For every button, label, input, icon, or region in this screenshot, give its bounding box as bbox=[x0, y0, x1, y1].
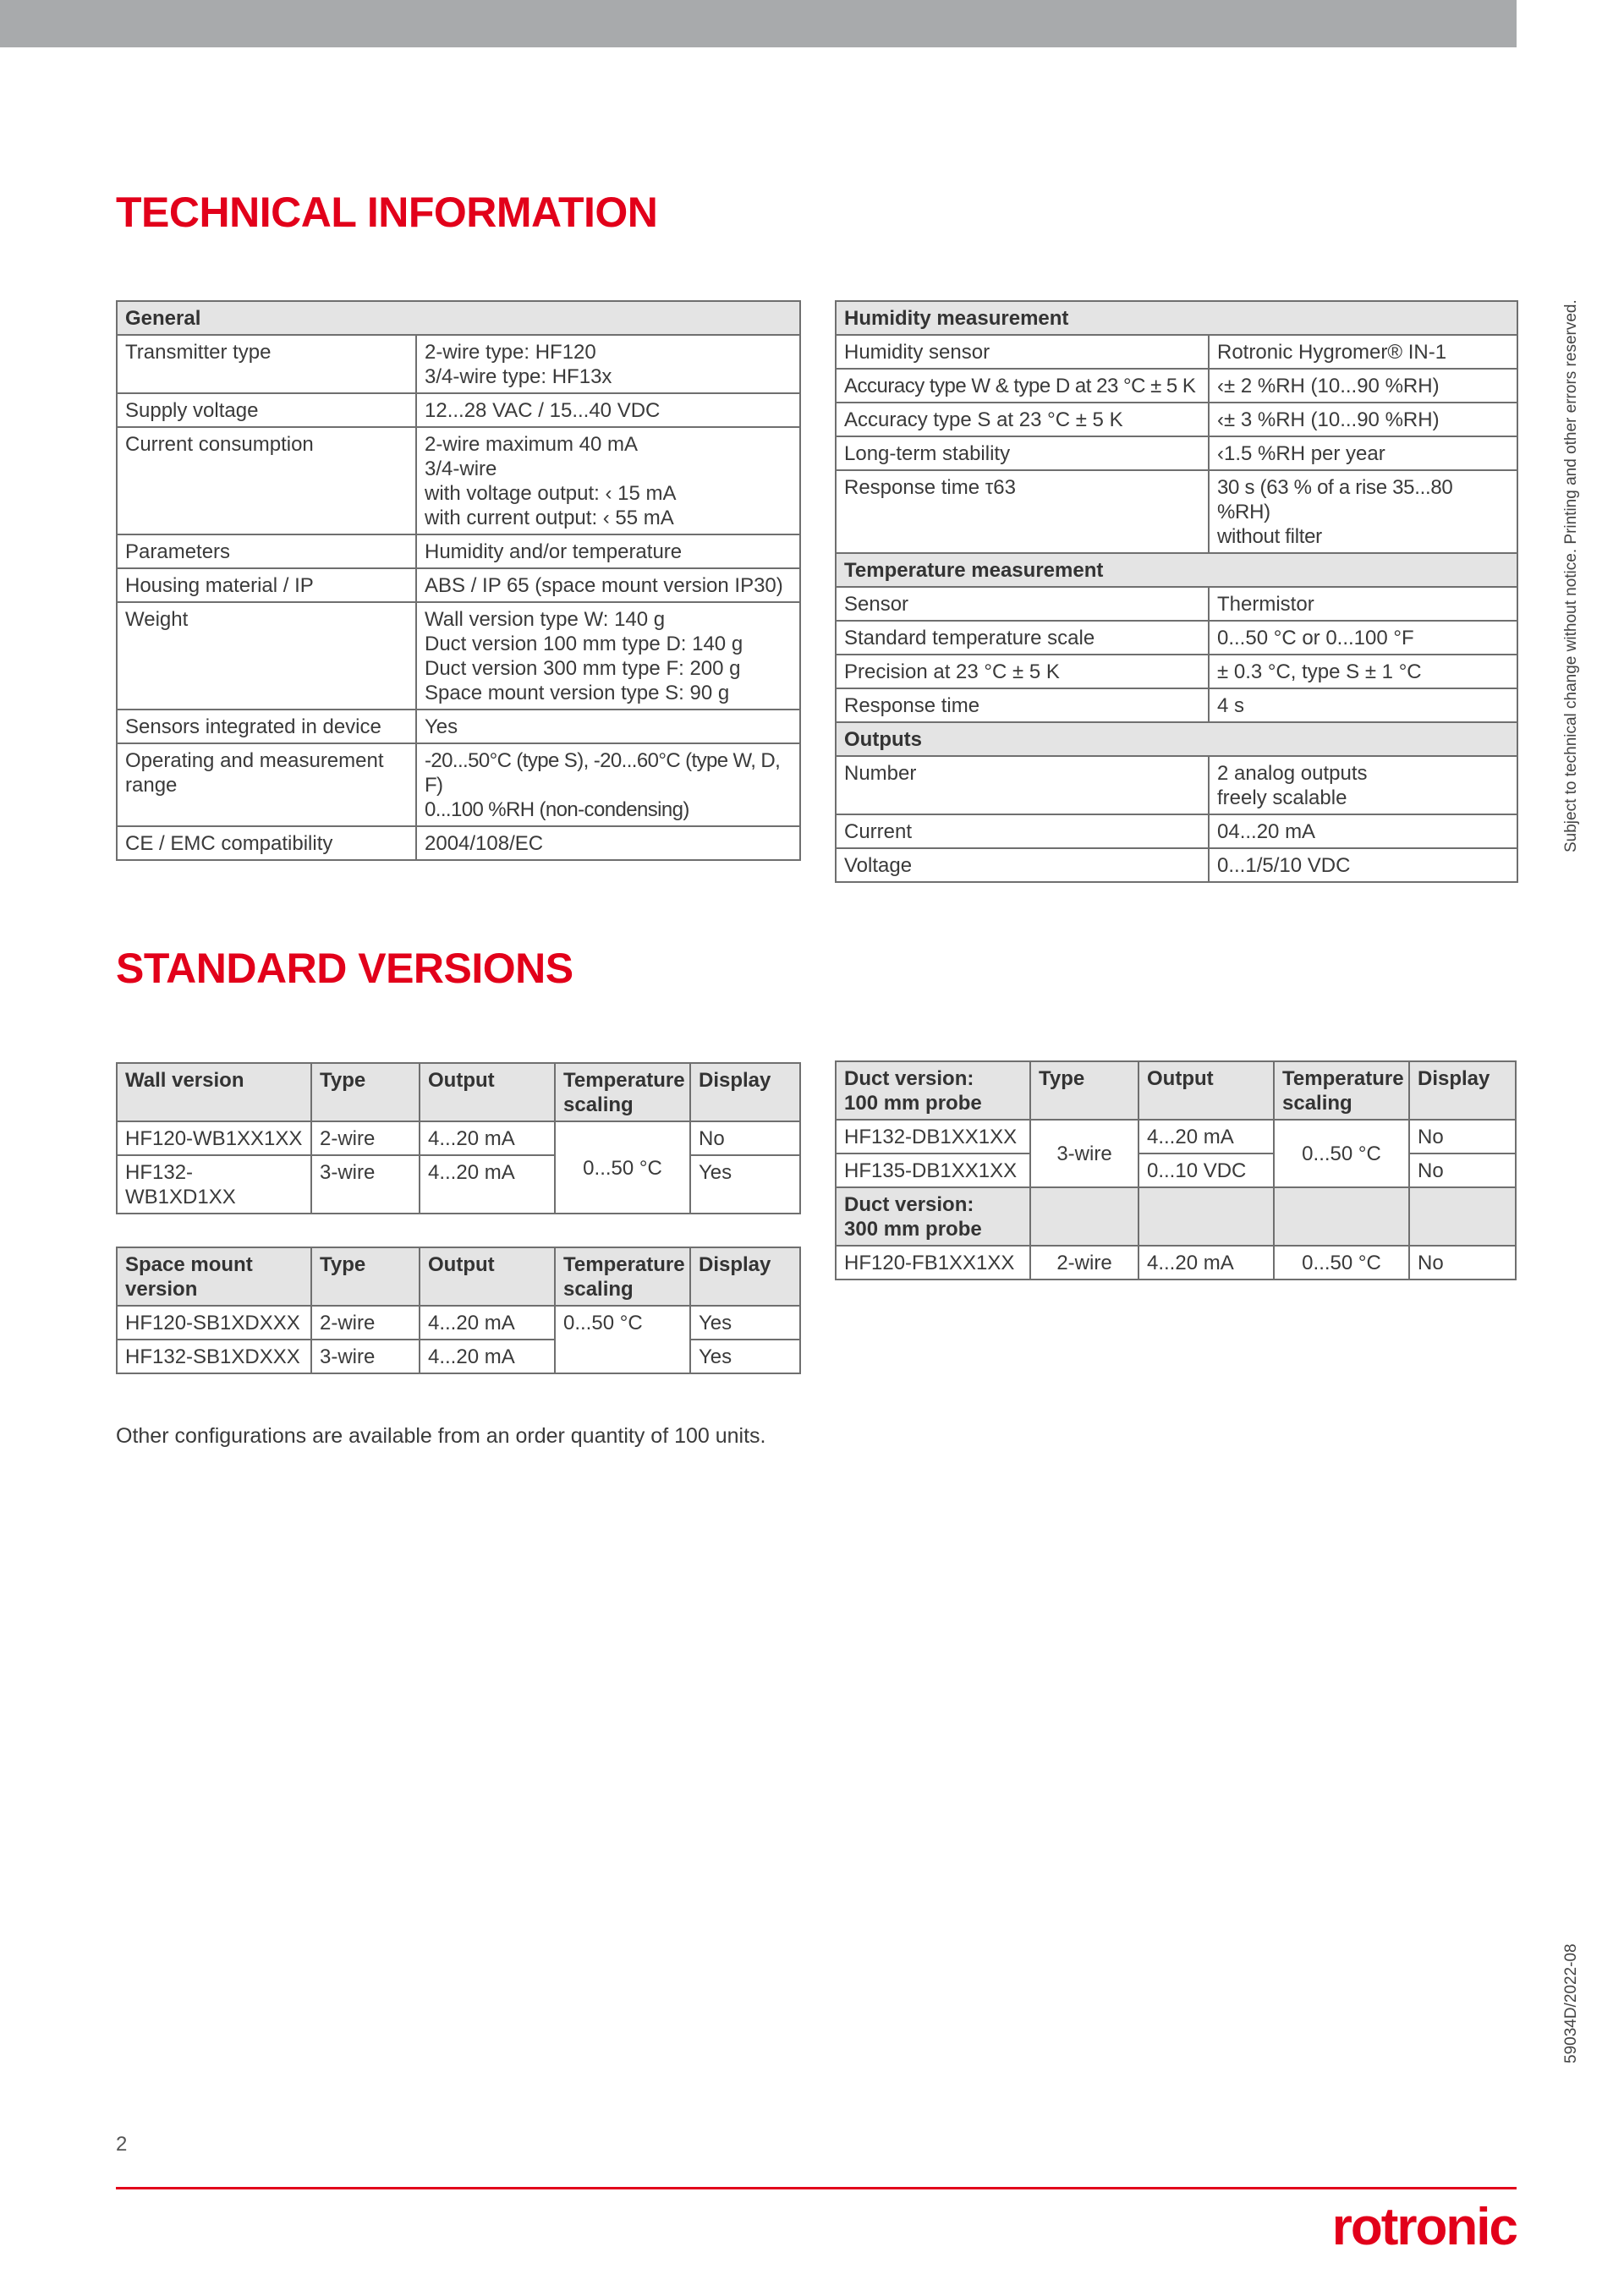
spec-label: CE / EMC compatibility bbox=[117, 826, 416, 860]
spec-value: ‹± 3 %RH (10...90 %RH) bbox=[1209, 403, 1517, 436]
empty-cell bbox=[1274, 1187, 1409, 1246]
type-cell: 3-wire bbox=[1030, 1120, 1138, 1187]
model-cell: HF135-DB1XX1XX bbox=[836, 1153, 1030, 1187]
col-temperature-scaling: Temperature scaling bbox=[555, 1063, 690, 1121]
col-temperature-scaling: Temperature scaling bbox=[1274, 1061, 1409, 1120]
table-row bbox=[836, 848, 1517, 882]
spec-label: Operating and measurement range bbox=[117, 743, 416, 826]
spec-label: Accuracy type S at 23 °C ± 5 K bbox=[836, 403, 1209, 436]
table-row bbox=[836, 1153, 1516, 1187]
output-cell: 4...20 mA bbox=[420, 1340, 555, 1373]
page-number: 2 bbox=[116, 2133, 128, 2156]
display-cell: No bbox=[1409, 1246, 1516, 1280]
display-cell: No bbox=[690, 1121, 800, 1155]
rotronic-logo: rotronic bbox=[1331, 2198, 1517, 2256]
spec-label: Precision at 23 °C ± 5 K bbox=[836, 655, 1209, 688]
table-row bbox=[117, 534, 800, 568]
empty-cell bbox=[1138, 1187, 1274, 1246]
col-type: Type bbox=[311, 1247, 420, 1306]
type-cell: 3-wire bbox=[311, 1340, 420, 1373]
model-cell: HF132-WB1XD1XX bbox=[117, 1155, 311, 1214]
col-output: Output bbox=[1138, 1061, 1274, 1120]
spec-label: Response time τ63 bbox=[836, 470, 1209, 553]
wall-version-table bbox=[116, 1062, 801, 1214]
col-output: Output bbox=[420, 1063, 555, 1121]
duct-300-heading: Duct version: 300 mm probe bbox=[836, 1187, 1030, 1246]
outputs-heading: Outputs bbox=[836, 722, 1517, 756]
table-row bbox=[836, 1120, 1516, 1153]
spec-label: Number bbox=[836, 756, 1209, 814]
humidity-heading: Humidity measurement bbox=[836, 301, 1517, 335]
output-cell: 4...20 mA bbox=[420, 1121, 555, 1155]
table-row bbox=[117, 743, 800, 826]
empty-cell bbox=[1409, 1187, 1516, 1246]
scaling-cell: 0...50 °C bbox=[555, 1121, 690, 1214]
spec-label: Current consumption bbox=[117, 427, 416, 534]
col-display: Display bbox=[1409, 1061, 1516, 1120]
wall-version-heading: Wall version bbox=[117, 1063, 311, 1121]
table-row bbox=[117, 1121, 800, 1155]
type-cell: 2-wire bbox=[311, 1121, 420, 1155]
measurement-table bbox=[835, 300, 1518, 883]
table-row bbox=[836, 369, 1517, 403]
general-heading: General bbox=[117, 301, 800, 335]
col-type: Type bbox=[311, 1063, 420, 1121]
space-mount-version-table bbox=[116, 1247, 801, 1374]
col-display: Display bbox=[690, 1247, 800, 1306]
top-gray-bar bbox=[0, 0, 1517, 47]
table-header-row bbox=[836, 1061, 1516, 1120]
scaling-cell: 0...50 °C bbox=[1274, 1246, 1409, 1280]
table-row bbox=[836, 814, 1517, 848]
display-cell: No bbox=[1409, 1153, 1516, 1187]
output-cell: 4...20 mA bbox=[420, 1155, 555, 1214]
table-subheader-row bbox=[836, 1187, 1516, 1246]
document-code: 59034D/2022-08 bbox=[1562, 1943, 1580, 2063]
spec-label: Parameters bbox=[117, 534, 416, 568]
spec-label: Transmitter type bbox=[117, 335, 416, 393]
table-row bbox=[117, 393, 800, 427]
outputs-heading-row bbox=[836, 722, 1517, 756]
spec-value: ± 0.3 °C, type S ± 1 °C bbox=[1209, 655, 1517, 688]
order-quantity-note: Other configurations are available from an order quantity of 100 units. bbox=[116, 1424, 766, 1448]
spec-label: Weight bbox=[117, 602, 416, 710]
humidity-heading-row bbox=[836, 301, 1517, 335]
spec-value: 30 s (63 % of a rise 35...80 %RH) without filter bbox=[1209, 470, 1517, 553]
model-cell: HF120-SB1XDXXX bbox=[117, 1306, 311, 1340]
col-type: Type bbox=[1030, 1061, 1138, 1120]
display-cell: Yes bbox=[690, 1306, 800, 1340]
table-row bbox=[117, 568, 800, 602]
temperature-heading: Temperature measurement bbox=[836, 553, 1517, 587]
spec-label: Accuracy type W & type D at 23 °C ± 5 K bbox=[836, 369, 1209, 403]
spec-value: ABS / IP 65 (space mount version IP30) bbox=[416, 568, 800, 602]
spec-value: 2-wire maximum 40 mA 3/4-wire with voltage output: ‹ 15 mA with current output: ‹ 55 mA bbox=[416, 427, 800, 534]
disclaimer-side-note: Subject to technical change without notice. Printing and other errors reserved. bbox=[1562, 299, 1580, 852]
spec-label: Sensors integrated in device bbox=[117, 710, 416, 743]
table-row bbox=[836, 756, 1517, 814]
space-mount-heading: Space mount version bbox=[117, 1247, 311, 1306]
scaling-cell: 0...50 °C bbox=[555, 1306, 690, 1373]
technical-information-title: TECHNICAL INFORMATION bbox=[116, 189, 658, 236]
table-row bbox=[836, 403, 1517, 436]
duct-100-heading: Duct version: 100 mm probe bbox=[836, 1061, 1030, 1120]
spec-value: Yes bbox=[416, 710, 800, 743]
spec-label: Standard temperature scale bbox=[836, 621, 1209, 655]
spec-value: 2 analog outputs freely scalable bbox=[1209, 756, 1517, 814]
table-row bbox=[836, 1246, 1516, 1280]
model-cell: HF120-FB1XX1XX bbox=[836, 1246, 1030, 1280]
model-cell: HF132-SB1XDXXX bbox=[117, 1340, 311, 1373]
table-row bbox=[836, 587, 1517, 621]
spec-value: 0...1/5/10 VDC bbox=[1209, 848, 1517, 882]
type-cell: 2-wire bbox=[1030, 1246, 1138, 1280]
col-display: Display bbox=[690, 1063, 800, 1121]
spec-value: Rotronic Hygromer® IN-1 bbox=[1209, 335, 1517, 369]
type-cell: 3-wire bbox=[311, 1155, 420, 1214]
spec-label: Supply voltage bbox=[117, 393, 416, 427]
spec-value: 2004/108/EC bbox=[416, 826, 800, 860]
col-temperature-scaling: Temperature scaling bbox=[555, 1247, 690, 1306]
spec-label: Voltage bbox=[836, 848, 1209, 882]
spec-value: 2-wire type: HF120 3/4-wire type: HF13x bbox=[416, 335, 800, 393]
display-cell: Yes bbox=[690, 1155, 800, 1214]
spec-value: 4 s bbox=[1209, 688, 1517, 722]
table-header-row bbox=[117, 1063, 800, 1121]
footer-divider bbox=[116, 2187, 1517, 2189]
spec-value: 12...28 VAC / 15...40 VDC bbox=[416, 393, 800, 427]
type-cell: 2-wire bbox=[311, 1306, 420, 1340]
temperature-heading-row bbox=[836, 553, 1517, 587]
table-row bbox=[117, 1340, 800, 1373]
spec-label: Housing material / IP bbox=[117, 568, 416, 602]
spec-label: Response time bbox=[836, 688, 1209, 722]
general-heading-row bbox=[117, 301, 800, 335]
spec-value: ‹± 2 %RH (10...90 %RH) bbox=[1209, 369, 1517, 403]
duct-version-table bbox=[835, 1060, 1517, 1280]
table-row bbox=[117, 427, 800, 534]
output-cell: 0...10 VDC bbox=[1138, 1153, 1274, 1187]
spec-label: Long-term stability bbox=[836, 436, 1209, 470]
spec-value: Wall version type W: 140 g Duct version 100 mm type D: 140 g Duct version 300 mm type F: 200 g Space mount version type S: 90 g bbox=[416, 602, 800, 710]
scaling-cell: 0...50 °C bbox=[1274, 1120, 1409, 1187]
model-cell: HF120-WB1XX1XX bbox=[117, 1121, 311, 1155]
output-cell: 4...20 mA bbox=[1138, 1246, 1274, 1280]
spec-label: Current bbox=[836, 814, 1209, 848]
table-header-row bbox=[117, 1247, 800, 1306]
general-table bbox=[116, 300, 801, 861]
table-row bbox=[117, 335, 800, 393]
table-row bbox=[117, 826, 800, 860]
standard-versions-title: STANDARD VERSIONS bbox=[116, 945, 573, 992]
table-row bbox=[836, 335, 1517, 369]
table-row bbox=[836, 436, 1517, 470]
table-row bbox=[836, 655, 1517, 688]
model-cell: HF132-DB1XX1XX bbox=[836, 1120, 1030, 1153]
spec-value: Thermistor bbox=[1209, 587, 1517, 621]
table-row bbox=[117, 1155, 800, 1214]
table-row bbox=[836, 621, 1517, 655]
spec-value: Humidity and/or temperature bbox=[416, 534, 800, 568]
display-cell: Yes bbox=[690, 1340, 800, 1373]
display-cell: No bbox=[1409, 1120, 1516, 1153]
spec-value: 04...20 mA bbox=[1209, 814, 1517, 848]
spec-label: Humidity sensor bbox=[836, 335, 1209, 369]
empty-cell bbox=[1030, 1187, 1138, 1246]
output-cell: 4...20 mA bbox=[420, 1306, 555, 1340]
table-row bbox=[117, 710, 800, 743]
spec-value: ‹1.5 %RH per year bbox=[1209, 436, 1517, 470]
spec-value: 0...50 °C or 0...100 °F bbox=[1209, 621, 1517, 655]
table-row bbox=[117, 1306, 800, 1340]
table-row bbox=[836, 688, 1517, 722]
spec-value: -20...50°C (type S), -20...60°C (type W, D, F) 0...100 %RH (non-condensing) bbox=[416, 743, 800, 826]
table-row bbox=[117, 602, 800, 710]
col-output: Output bbox=[420, 1247, 555, 1306]
output-cell: 4...20 mA bbox=[1138, 1120, 1274, 1153]
table-row bbox=[836, 470, 1517, 553]
spec-label: Sensor bbox=[836, 587, 1209, 621]
